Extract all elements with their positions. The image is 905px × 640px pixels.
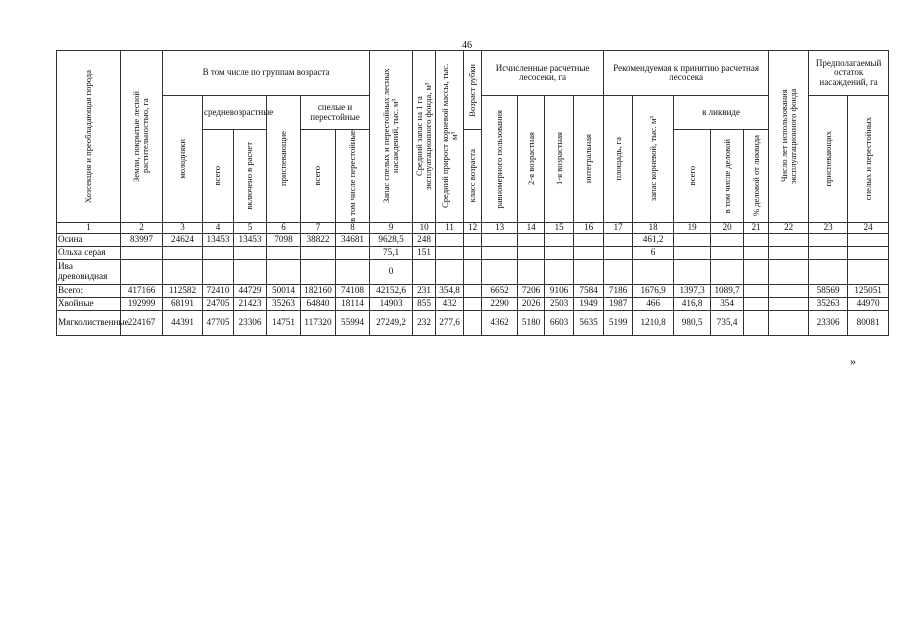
header-remaining: Предполагаемый остаток насаждений, га: [809, 51, 889, 96]
table-cell: [464, 233, 482, 246]
table-cell: 5635: [574, 310, 604, 335]
table-cell: [436, 233, 464, 246]
table-cell: 125051: [848, 284, 889, 297]
table-cell: [436, 259, 464, 284]
header-cut-age: Возраст рубки: [464, 51, 482, 130]
page-number: 46: [462, 40, 472, 51]
table-cell: [336, 246, 370, 259]
row-label: Осина: [57, 233, 121, 246]
table-cell: 2026: [518, 297, 545, 310]
table-cell: 27249,2: [370, 310, 413, 335]
table-cell: 1210,8: [633, 310, 674, 335]
table-cell: [769, 310, 809, 335]
row-label: Мягколиственные: [57, 310, 121, 335]
table-cell: 231: [413, 284, 436, 297]
closing-quote: »: [850, 354, 856, 368]
header-liquid: в ликвиде: [674, 96, 769, 130]
table-cell: 9106: [545, 284, 574, 297]
table-cell: [518, 233, 545, 246]
table-cell: [769, 233, 809, 246]
table-cell: [769, 284, 809, 297]
table-cell: 83997: [121, 233, 163, 246]
table-cell: 6652: [482, 284, 518, 297]
table-cell: 4362: [482, 310, 518, 335]
table-cell: 112582: [163, 284, 203, 297]
row-label: Ольха серая: [57, 246, 121, 259]
table-cell: 21423: [234, 297, 267, 310]
table-cell: 44970: [848, 297, 889, 310]
table-cell: [809, 233, 848, 246]
table-cell: 6603: [545, 310, 574, 335]
header-root-stock: запас корневой, тыс. м³: [633, 96, 674, 223]
table-cell: 23306: [809, 310, 848, 335]
table-row: [57, 233, 889, 246]
table-cell: 354: [711, 297, 744, 310]
table-cell: [848, 259, 889, 284]
table-cell: 23306: [234, 310, 267, 335]
table-cell: [545, 246, 574, 259]
table-cell: 38822: [301, 233, 336, 246]
header-years-use: Число лет использования эксплуатационного фонда: [769, 51, 809, 223]
table-cell: [482, 233, 518, 246]
table-cell: 24705: [203, 297, 234, 310]
table-cell: [744, 284, 769, 297]
header-second-age: 2-я возрастная: [518, 96, 545, 223]
table-cell: 0: [370, 259, 413, 284]
table-cell: 18114: [336, 297, 370, 310]
header-ripe-remain: спелых и перестойных: [848, 96, 889, 223]
table-cell: 80081: [848, 310, 889, 335]
table-cell: 1397,3: [674, 284, 711, 297]
table-cell: 34681: [336, 233, 370, 246]
table-cell: [674, 233, 711, 246]
table-cell: 248: [413, 233, 436, 246]
header-avg-stock: Средний запас на 1 га эксплуатационного фонда, м³: [413, 51, 436, 223]
table-cell: 417166: [121, 284, 163, 297]
table-cell: [267, 259, 301, 284]
table-row: [57, 297, 889, 310]
table-cell: [674, 246, 711, 259]
table-cell: 9628,5: [370, 233, 413, 246]
table-cell: 277,6: [436, 310, 464, 335]
table-cell: [234, 246, 267, 259]
table-cell: 58569: [809, 284, 848, 297]
table-cell: 7186: [604, 284, 633, 297]
table-cell: 735,4: [711, 310, 744, 335]
table-cell: [848, 246, 889, 259]
table-cell: 855: [413, 297, 436, 310]
table-cell: [518, 259, 545, 284]
table-cell: [744, 297, 769, 310]
table-cell: 50014: [267, 284, 301, 297]
header-mid-age: средневозрастные: [203, 96, 267, 130]
table-cell: [203, 246, 234, 259]
header-area: площадь, га: [604, 96, 633, 223]
table-cell: [336, 259, 370, 284]
table-cell: [809, 246, 848, 259]
table-cell: [121, 246, 163, 259]
header-young: молодняки: [163, 96, 203, 223]
table-cell: 64840: [301, 297, 336, 310]
table-cell: 224167: [121, 310, 163, 335]
table-row: [57, 246, 889, 259]
table-cell: [464, 310, 482, 335]
table-cell: 42152,6: [370, 284, 413, 297]
table-cell: [574, 233, 604, 246]
table-cell: 432: [436, 297, 464, 310]
table-cell: [744, 246, 769, 259]
table-cell: 24624: [163, 233, 203, 246]
header-ripe: спелые и перестойные: [301, 96, 370, 130]
table-cell: [121, 259, 163, 284]
table-cell: [604, 246, 633, 259]
table-cell: 55994: [336, 310, 370, 335]
table-cell: [574, 259, 604, 284]
table-cell: [301, 246, 336, 259]
table-cell: 5180: [518, 310, 545, 335]
row-label: Ива древовидная: [57, 259, 121, 284]
table-cell: 232: [413, 310, 436, 335]
table-row: [57, 284, 889, 297]
header-mid-included: включено в расчет: [234, 130, 267, 223]
table-cell: 14751: [267, 310, 301, 335]
table-cell: [267, 246, 301, 259]
table-cell: [163, 246, 203, 259]
table-row: [57, 259, 889, 284]
table-cell: [436, 246, 464, 259]
table-cell: [464, 246, 482, 259]
table-cell: [482, 259, 518, 284]
table-cell: 7206: [518, 284, 545, 297]
table-cell: 354,8: [436, 284, 464, 297]
table-cell: 151: [413, 246, 436, 259]
table-cell: 7098: [267, 233, 301, 246]
table-cell: [413, 259, 436, 284]
table-cell: 117320: [301, 310, 336, 335]
table-cell: 47705: [203, 310, 234, 335]
table-cell: [203, 259, 234, 284]
table-cell: 5199: [604, 310, 633, 335]
table-cell: [464, 297, 482, 310]
header-ripe-total: всего: [301, 130, 336, 223]
table-cell: [711, 233, 744, 246]
table-cell: 1676,9: [633, 284, 674, 297]
table-cell: [809, 259, 848, 284]
header-avg-growth: Средний прирост корневой массы, тыс. м³: [436, 51, 464, 223]
header-species: Хозсекция и преобладающая порода: [57, 51, 121, 223]
table-cell: 13453: [203, 233, 234, 246]
header-ripe-stock: Запас спелых и перестойных лесных насаждений, тыс. м³: [370, 51, 413, 223]
table-cell: 192999: [121, 297, 163, 310]
table-cell: [482, 246, 518, 259]
table-cell: 2290: [482, 297, 518, 310]
table-cell: 44391: [163, 310, 203, 335]
table-cell: [574, 246, 604, 259]
table-cell: 75,1: [370, 246, 413, 259]
table-cell: [545, 259, 574, 284]
table-cell: [711, 259, 744, 284]
header-uniform: равномерного пользования: [482, 96, 518, 223]
header-pre-ripe: приспевающие: [267, 96, 301, 223]
header-integral: интегральная: [574, 96, 604, 223]
header-first-age: 1-я возрастная: [545, 96, 574, 223]
row-label: Всего:: [57, 284, 121, 297]
table-cell: [744, 233, 769, 246]
table-cell: 1987: [604, 297, 633, 310]
table-cell: 182160: [301, 284, 336, 297]
table-cell: [604, 233, 633, 246]
table-cell: [769, 297, 809, 310]
column-number-row: 1 2 3 4 5 6 7 8 9 10 11 12 13 14 15 16 17 18 19 20 21 22 23 24: [57, 222, 889, 233]
header-liquid-business: в том числе деловой: [711, 130, 744, 223]
header-ripe-over: в том числе перестойные: [336, 130, 370, 223]
header-covered-land: Земли, покрытые лесной растительностью, га: [121, 51, 163, 223]
table-cell: [769, 246, 809, 259]
table-cell: [518, 246, 545, 259]
table-cell: 416,8: [674, 297, 711, 310]
table-cell: 68191: [163, 297, 203, 310]
calculation-table: [56, 50, 889, 336]
header-age-groups: В том числе по группам возраста: [163, 51, 370, 96]
table-cell: 1089,7: [711, 284, 744, 297]
table-cell: [744, 310, 769, 335]
table-row: [57, 310, 889, 335]
table-cell: [769, 259, 809, 284]
header-mid-total: всего: [203, 130, 234, 223]
table-cell: 74108: [336, 284, 370, 297]
table-cell: [163, 259, 203, 284]
row-label: Хвойные: [57, 297, 121, 310]
header-liquid-percent: % деловой от ликвида: [744, 130, 769, 223]
header-recommended-cut: Рекомендуемая к принятию расчетная лесосека: [604, 51, 769, 96]
header-age-class: класс возраста: [464, 130, 482, 223]
table-cell: 13453: [234, 233, 267, 246]
table-cell: 44729: [234, 284, 267, 297]
table-cell: [464, 259, 482, 284]
table-cell: [848, 233, 889, 246]
table-cell: [604, 259, 633, 284]
table-cell: [234, 259, 267, 284]
table-cell: 461,2: [633, 233, 674, 246]
header-liquid-total: всего: [674, 130, 711, 223]
table-cell: [633, 259, 674, 284]
table-cell: 72410: [203, 284, 234, 297]
table-cell: [464, 284, 482, 297]
table-cell: [711, 246, 744, 259]
table-cell: [545, 233, 574, 246]
table-cell: 7584: [574, 284, 604, 297]
table-cell: [674, 259, 711, 284]
header-pre-ripe-remain: приспевающих: [809, 96, 848, 223]
table-cell: 6: [633, 246, 674, 259]
table-cell: 35263: [809, 297, 848, 310]
table-cell: 14903: [370, 297, 413, 310]
table-cell: 1949: [574, 297, 604, 310]
table-cell: 980,5: [674, 310, 711, 335]
table-cell: [744, 259, 769, 284]
table-cell: 466: [633, 297, 674, 310]
header-calc-cuts: Исчисленные расчетные лесосеки, га: [482, 51, 604, 96]
table-cell: 35263: [267, 297, 301, 310]
table-cell: 2503: [545, 297, 574, 310]
table-cell: [301, 259, 336, 284]
